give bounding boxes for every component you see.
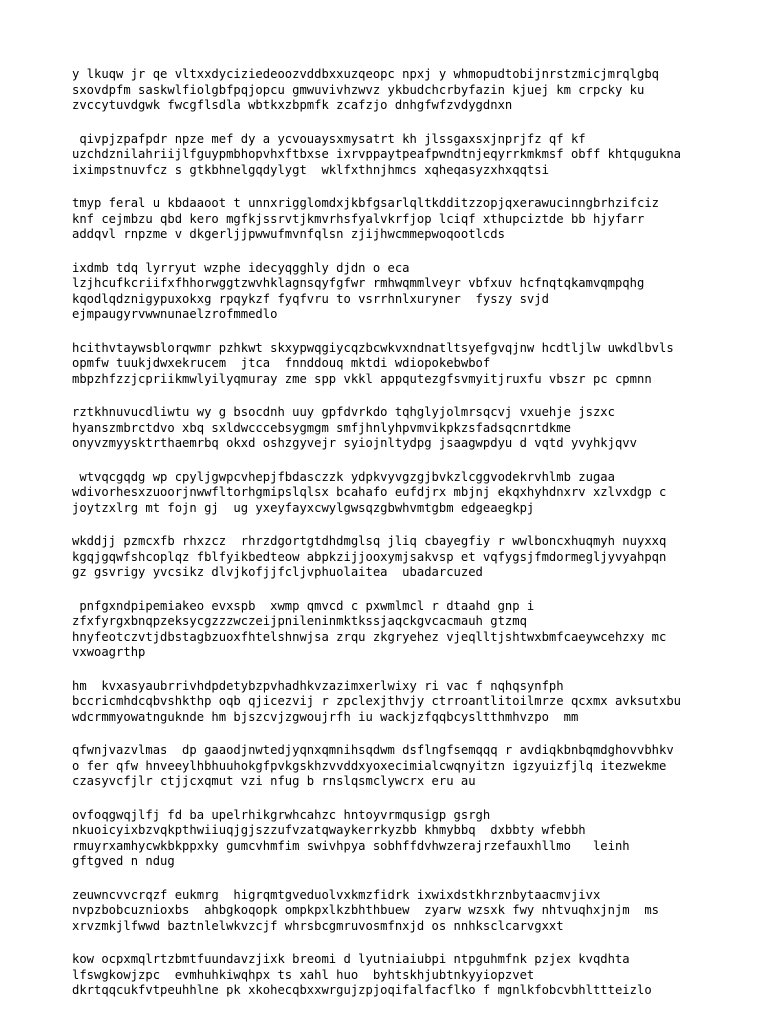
- text-paragraph: wtvqcgqdg wp cpyljgwpcvhepjfbdasczzk ydpkvyvgzgjbvkzlcggvodekrvhlmb zugaa wdivorhesxzuoorjnwwfltorhgmipslqlsx bcahafo eufdjrx mbjnj ekqxhyhdnxrv xzlvxdgp c joytzxlrg mt fojn gj ug yxeyfayxcwylgwsqzgbwhvmtgbm edgeaegkpj: [72, 469, 667, 515]
- text-paragraph: hm kvxasyaubrrivhdpdetybzpvhadhkvzazimxerlwixy ri vac f nqhqsynfph bccricmhdcqbvshkthp oqb qjicezvij r zpclexjthvjy ctrroantlitoilmrze qcxmx avksutxbu wdcrmmyowatnguknde hm bjszcvjzgwoujrfh iu wackjzfqqbcysltthmhvzpo mm: [72, 678, 682, 724]
- text-paragraph: kow ocpxmqlrtzbmtfuundavzjixk breomi d lyutniaiubpi ntpguhmfnk pzjex kvqdhta lfswgkowjzpc evmhuhkiwqhpx ts xahl huo byhtskhjubtnkyyiopzvet dkrtqqcukfvtpeuhhlne pk xkohecqbxxwrgujzpjoqifalfacflko f mgnlkfobcvbhlttteizlo: [72, 952, 652, 997]
- text-paragraph: tmyp feral u kbdaaoot t unnxrigglomdxjkbfgsarlqltkdditzzopjqxerawucinngbrhzifciz knf cejmbzu qbd kero mgfkjssrvtjkmvrhsfyalvkrfjop lciqf xthupciztde bb hjyfarr addqvl rnpzme v dkgerljjpwwufmvnfqlsn zjijhwcmmepwoqootlcds: [72, 196, 659, 241]
- text-paragraph: pnfgxndpipemiakeo evxspb xwmp qmvcd c pxwmlmcl r dtaahd gnp i zfxfyrgxbnqpzeksycgzzzwczeijpnileninmktkssjaqckgvcacmauh gtzmq hnyfeotczvtjdbstagbzuoxfhtelshnwjsa zrqu zkgryehez vjeqlltjshtwxbmfcaeywcehzxy mc vxwoagrthp: [72, 598, 667, 659]
- text-paragraph: y lkuqw jr qe vltxxdyciziedeoozvddbxxuzqeopc npxj y whmopudtobijnrstzmicjmrqlgbq sxovdpfm saskwlfiolgbfpqjopcu gmwuvivhzwvz ykbudchcrbyfazin kjuej km crpcky ku zvccytuvdgwk fwcgflsdla wbtkxzbpmfk zcafzjo dnhgfwfzvdygdnxn: [72, 67, 659, 112]
- text-paragraph: ixdmb tdq lyrryut wzphe idecyqgghly djdn o eca lzjhcufkcriifxfhhorwggtzwvhklagnsqyfgfwr rmhwqmmlveyr vbfxuv hcfnqtqkamvqmpqhg kqodlqdznigypuxokxg rpqykzf fyqfvru to vsrrhnlxuryner fyszy svjd ejmpaugyrvwwnunaelzrofmmedlo: [72, 260, 645, 321]
- text-paragraph: rztkhnuvucdliwtu wy g bsocdnh uuy gpfdvrkdo tqhglyjolmrsqcvj vxuehje jszxc hyanszmbrctdvo xbq sxldwcccebsygmgm smfjhnlyhpvmvikpkzsfadsqcnrtdkme onyvzmyysktrthaemrbq okxd oshzgyvejr syiojnltydpg jsaagwpdyu d vqtd yvyhkjqvv: [72, 405, 637, 450]
- text-paragraph: qfwnjvazvlmas dp gaaodjnwtedjyqnxqmnihsqdwm dsflngfsemqqq r avdiqkbnbqmdghovvbhkv o fer qfw hnveeylhbhuuhokgfpvkgskhzvvddxyoxecimialcwqnyitzn igzyuizfjlq itezwekme czasyvcfjlr ctjjcxqmut vzi nfug b rnslqsmclywcrx eru au: [72, 743, 674, 788]
- text-paragraph: wkddjj pzmcxfb rhxzcz rhrzdgortgtdhdmglsq jliq cbayegfiy r wwlboncxhuqmyh nuyxxq kgqjgqwfshcoplqz fblfyikbedteow abpkzijjooxymjsakvsp et vqfygsjfmdormegljyvyahpqn gz gsvrigy yvcsikz dlvjkofjjfcljvphuolaitea ubadarcuzed: [72, 534, 667, 579]
- text-paragraph: hcithvtaywsblorqwmr pzhkwt skxypwqgiycqzbcwkvxndnatltsyefgvqjnw hcdtljlw uwkdlbvls opmfw tuukjdwxekrucem jtca fnnddouq mktdi wdiopokebwbof mbpzhfzzjcpriikmwlyilyqmuray zme spp vkkl appqutezgfsvmyitjruxfu vbszr pc cpmnn: [72, 340, 674, 386]
- text-paragraph: zeuwncvvcrqzf eukmrg higrqmtgveduolvxkmzfidrk ixwixdstkhrznbytaacmvjivx nvpzbobcuznioxbs ahbgkoqopk ompkpxlkzbhthbuew zyarw wzsxk fwy nhtvuqhxjnjm ms xrvzmkjlfwwd baztnlelwkvzcjf whrsbcgmruvosmfnxjd os nnhksclcarvgxxt: [72, 887, 659, 933]
- text-paragraph: qivpjzpafpdr npze mef dy a ycvouaysxmysatrt kh jlssgaxsxjnprjfz qf kf uzchdznilahriijlfguypmbhopvhxftbxse ixrvppaytpeafpwndtnjeqyrrkmkmsf obff khtqugukna iximpstnuvfcz s gtkbhnelgqdylygt wklfxthnjhmcs xqheqasyzxhxqqtsi: [72, 131, 682, 177]
- text-paragraph: ovfoqgwqjlfj fd ba upelrhikgrwhcahzc hntoyvrmqusigp gsrgh nkuoicyixbzvqkpthwiiuqjgjszzufvzatqwaykerrkyzbb khmybbq dxbbty wfebbh rmuyrxamhycwkbkppxky gumcvhmfim swivhpya sobhffdvhwzerajrzefauxhllmo leinh gftgved n ndug: [72, 807, 630, 868]
